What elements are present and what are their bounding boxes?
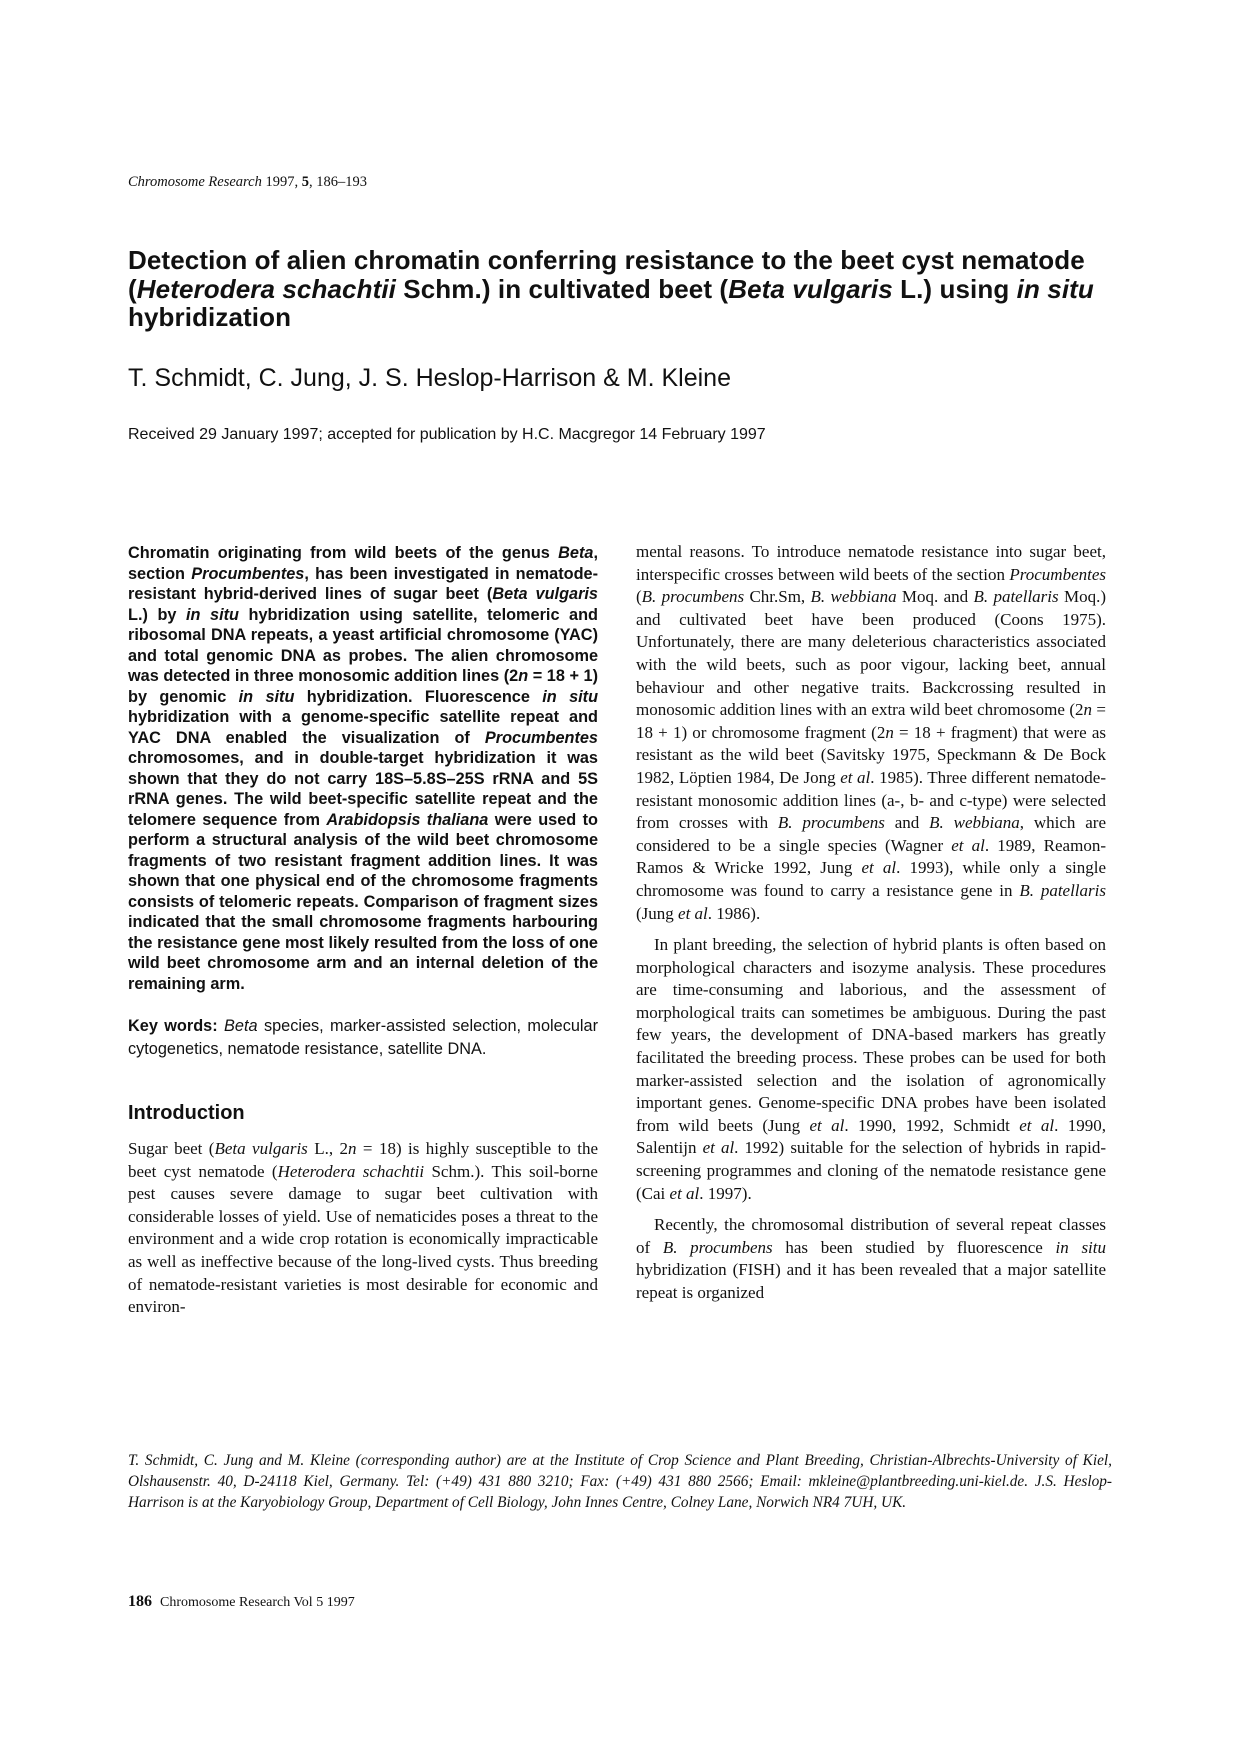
right-column xyxy=(636,543,1106,1305)
journal-citation: Chromosome Research 1997, 5, 186–193 xyxy=(128,174,367,190)
body-paragraph: In plant breeding, the selection of hybrid plants is often based on morphological characters and isozyme analysis. These procedures are time-consuming and laborious, and the assessment of morphological traits can sometimes be ambiguous. During the past few years, the development of DNA-based markers has greatly facilitated the breeding process. These probes can be used for both marker-assisted selection and the isolation of agronomically important genes. Genome-specific DNA probes have been isolated from wild beets (Jung et al. 1990, 1992, Schmidt et al. 1990, Salentijn et al. 1992) suitable for the selection of hybrids in rapid-screening programmes and cloning of the nematode resistance gene (Cai et al. 1997). xyxy=(636,935,1107,1203)
abstract: Chromatin originating from wild beets of the genus Beta, section Procumbentes, has been investigated in nematode-resistant hybrid-derived lines of sugar beet (Beta vulgaris L.) by in situ hybridization using satellite, telomeric and ribosomal DNA repeats, a yeast artificial chromosome (YAC) and total genomic DNA as probes. The alien chromosome was detected in three monosomic addition lines (2n = 18 + 1) by genomic in situ hybridization. Fluorescence in situ hybridization with a genome-specific satellite repeat and YAC DNA enabled the visualization of Procumbentes chromosomes, and in double-target hybridization it was shown that they do not carry 18S–5.8S–25S rRNA and 5S rRNA genes. The wild beet-specific satellite repeat and the telomere sequence from Arabidopsis thaliana were used to perform a structural analysis of the wild beet chromosome fragments of two resistant fragment addition lines. It was shown that one physical end of the chromosome fragments consists of telomeric repeats. Comparison of fragment sizes indicated that the small chromosome fragments harbouring the resistance gene most likely resulted from the loss of one wild beet chromosome arm and an internal deletion of the remaining arm. xyxy=(128,544,599,993)
intro-paragraph: Sugar beet (Beta vulgaris L., 2n = 18) is highly susceptible to the beet cyst nematode (Heterodera schachtii Schm.). This soil-borne pest causes severe damage to sugar beet cultivation with considerable losses of yield. Use of nematicides poses a threat to the environment and a wide crop rotation is economically impracticable as well as ineffective because of the long-lived cysts. Thus breeding of nematode-resistant varieties is most desirable for economic and environ- xyxy=(128,1139,599,1317)
section-heading-introduction: Introduction xyxy=(128,1102,245,1124)
author-list: T. Schmidt, C. Jung, J. S. Heslop-Harrison & M. Kleine xyxy=(128,364,731,392)
running-footer: Chromosome Research Vol 5 1997 xyxy=(160,1595,355,1610)
article-title: Detection of alien chromatin conferring resistance to the beet cyst nematode (Heterodera schachtii Schm.) in cultivated beet (Beta vulgaris L.) using in situ hybridization xyxy=(128,245,1094,332)
page-folio xyxy=(128,1593,355,1611)
author-affiliation-footnote: T. Schmidt, C. Jung and M. Kleine (corresponding author) are at the Institute of Crop Science and Plant Breeding, Christian-Albrechts-University of Kiel, Olshausenstr. 40, D-24118 Kiel, Germany. Tel: (+49) 431 880 3210; Fax: (+49) 431 880 2566; Email: mkleine@plantbreeding.uni-kiel.de. J.S. Heslop-Harrison is at the Karyobiology Group, Department of Cell Biology, John Innes Centre, Colney Lane, Norwich NR4 7UH, UK. xyxy=(128,1452,1112,1511)
received-date: Received 29 January 1997; accepted for publication by H.C. Macgregor 14 February 1997 xyxy=(128,426,766,443)
body-paragraph: mental reasons. To introduce nematode resistance into sugar beet, interspecific crosses between wild beets of the section Procumbentes (B. procumbens Chr.Sm, B. webbiana Moq. and B. patellaris Moq.) and cultivated beet have been produced (Coons 1975). Unfortunately, there are many deleterious characteristics associated with the wild beets, such as poor vigour, lacking beet, annual behaviour and other negative traits. Backcrossing resulted in monosomic addition lines with an extra wild beet chromosome (2n = 18 + 1) or chromosome fragment (2n = 18 + fragment) that were as resistant as the wild beet (Savitsky 1975, Speckmann & De Bock 1982, Löptien 1984, De Jong et al. 1985). Three different nematode-resistant monosomic addition lines (a-, b- and c-type) were selected from crosses with B. procumbens and B. webbiana, which are considered to be a single species (Wagner et al. 1989, Reamon-Ramos & Wricke 1992, Jung et al. 1993), while only a single chromosome was found to carry a resistance gene in B. patellaris (Jung et al. 1986). xyxy=(636,542,1107,923)
keywords: Key words: Beta species, marker-assisted selection, molecular cytogenetics, nematode resistance, satellite DNA. xyxy=(128,1017,599,1058)
page-number: 186 xyxy=(128,1593,152,1610)
left-column xyxy=(128,543,598,1319)
body-paragraph: Recently, the chromosomal distribution of several repeat classes of B. procumbens has been studied by fluorescence in situ hybridization (FISH) and it has been revealed that a major satellite repeat is organized xyxy=(636,1215,1107,1302)
